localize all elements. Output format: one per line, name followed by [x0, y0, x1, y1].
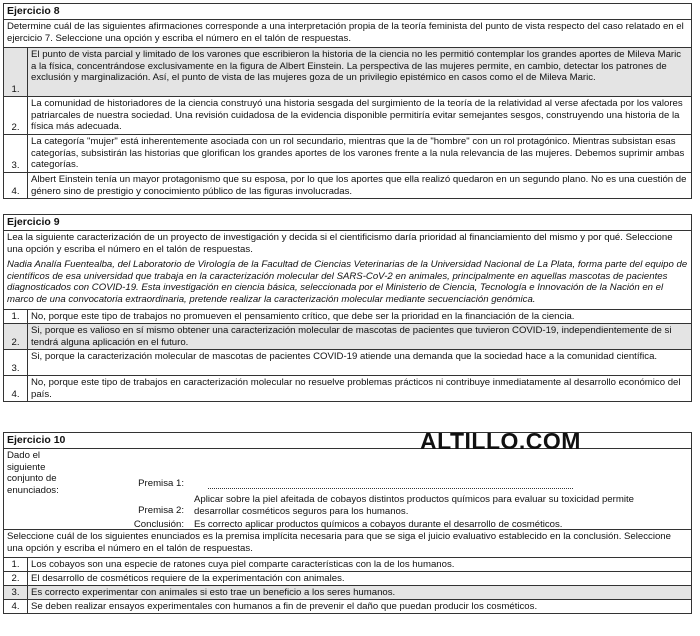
option-text: El desarrollo de cosméticos requiere de la experimentación con animales. — [31, 573, 345, 584]
option-number: 4. — [4, 376, 28, 401]
exercise-8-instructions: Determine cuál de las siguientes afirmaciones corresponde a una interpretación propia de la teoría feminista del punto de vista respecto del caso relatado en el ejercicio 7. Seleccione una opción y escriba el número en el talón de respuestas. — [4, 20, 691, 48]
conclusion-label: Conclusión: — [133, 519, 184, 530]
exercise-9-title: Ejercicio 9 — [4, 215, 691, 231]
exercise-8-title: Ejercicio 8 — [4, 4, 691, 20]
exercise-9-option-2[interactable] — [4, 324, 691, 350]
exercise-10 — [3, 432, 692, 614]
option-number: 2. — [4, 97, 28, 134]
exercise-9-option-4[interactable] — [4, 376, 691, 401]
option-number: 2. — [4, 572, 28, 585]
argument-premises — [80, 449, 691, 529]
exercise-9-instructions: Lea la siguiente caracterización de un proyecto de investigación y decida si el cientificismo daría prioridad al financiamiento del mismo y por qué. Seleccione una opción y escriba el número en el talón de respuestas. — [7, 232, 673, 255]
option-number: 3. — [4, 586, 28, 599]
option-text: La comunidad de historiadores de la ciencia construyó una historia sesgada del surgimiento de la teoría de la relatividad al verse afectada por los valores patriarcales de nuestra sociedad. Una revisión cuidadosa de la evidencia disponible permitiría evitar semejantes sesgos, construyendo una historia de la física más adecuada. — [31, 98, 683, 132]
option-number: 3. — [4, 135, 28, 172]
exercise-10-option-3[interactable] — [4, 586, 691, 600]
exercise-8-option-3[interactable] — [4, 135, 691, 173]
option-number: 1. — [4, 48, 28, 96]
option-text: No, porque este tipo de trabajos no promueven el pensamiento crítico, que debe ser la prioridad en la financiación de la ciencia. — [31, 311, 575, 322]
option-text: Es correcto experimentar con animales si esto trae un beneficio a los seres humanos. — [31, 587, 396, 598]
option-text: La categoría "mujer" está inherentemente asociada con un rol secundario, mientras que la de "hombre" con un rol protagónico. Mientras subsistan esas categorías, subsistirán las historias que glorifican los grandes aportes de los varones frente a la nula relevancia de las mujeres. Debemos suprimir ambas categorías. — [31, 136, 685, 170]
exercise-9 — [3, 214, 692, 402]
option-number: 4. — [4, 600, 28, 613]
option-text: El punto de vista parcial y limitado de los varones que escribieron la historia de la ciencia no les permitió contemplar los grandes aportes de Mileva Maric a la física, concentrándose exclusivamente en la figura de Albert Einstein. La perspectiva de las mujeres permite, en cambio, detectar los patrones de exclusión y marginalización. Así, el punto de vista de las mujeres goza de un privilegio epistémico en casos como el de Mileva Maric. — [31, 49, 682, 83]
option-text: No, porque este tipo de trabajos en caracterización molecular no resuelve problemas prácticos ni contribuye inmediatamente al desarrollo económico del país. — [31, 377, 681, 400]
exercise-10-option-2[interactable] — [4, 572, 691, 586]
exercise-10-instructions: Seleccione cuál de los siguientes enunciados es la premisa implícita necesaria para que se siga el juicio evaluativo establecido en la conclusión. Seleccione una opción y escriba el número en el talón de respuestas. — [4, 530, 691, 558]
watermark-text: ALTILLO.COM — [420, 428, 581, 454]
argument-intro: Dado el siguiente conjunto de enunciados: — [7, 450, 59, 496]
exercise-8-option-4[interactable] — [4, 173, 691, 198]
option-number: 2. — [4, 324, 28, 349]
exercise-8-option-1[interactable] — [4, 48, 691, 97]
option-number: 3. — [4, 350, 28, 375]
option-text: Se deben realizar ensayos experimentales con humanos a fin de prevenir el daño que puedan producir los cosméticos. — [31, 601, 538, 612]
premise-1-label: Premisa 1: — [138, 478, 184, 489]
exercise-9-case-description: Nadia Analía Fuentealba, del Laboratorio de Virología de la Facultad de Ciencias Veterinarias de la Universidad Nacional de La Plata, forma parte del equipo de científicos de esa universidad que trabaja en la caracterización molecular del SARS-CoV-2 en animales, principalmente en aquellas mascotas de pacientes diagnosticados con COVID-19. Esta investigación en ciencia básica, seleccionada por el Ministerio de Ciencia, Tecnología e Innovación de la Nación en el marco de una convocatoria extraordinaria, pretende realizar la caracterización molecular mediante secuenciación genómica. — [4, 258, 691, 310]
exercise-8 — [3, 3, 692, 199]
exercise-10-option-1[interactable] — [4, 558, 691, 572]
exercise-9-option-1[interactable] — [4, 310, 691, 324]
exercise-8-option-2[interactable] — [4, 97, 691, 135]
premise-2-text: Aplicar sobre la piel afeitada de cobayos distintos productos químicos para evaluar su toxicidad permite desarrollar cosméticos seguros para los humanos. — [194, 494, 634, 517]
option-number: 4. — [4, 173, 28, 198]
exercise-10-option-4[interactable] — [4, 600, 691, 613]
conclusion-text: Es correcto aplicar productos químicos a cobayos durante el desarrollo de cosméticos. — [194, 519, 563, 530]
argument-block — [4, 449, 691, 530]
option-text: Los cobayos son una especie de ratones cuya piel comparte características con la de los humanos. — [31, 559, 455, 570]
option-number: 1. — [4, 310, 28, 323]
exercise-9-option-3[interactable] — [4, 350, 691, 376]
option-text: Si, porque es valioso en sí mismo obtener una caracterización molecular de mascotas de pacientes que tuvieron COVID-19, independientemente de si tendrá alguna aplicación en el futuro. — [31, 325, 672, 348]
option-text: Albert Einstein tenía un mayor protagonismo que su esposa, por lo que los aportes que ella realizó quedaron en un segundo plano. No es una cuestión de género sino de prestigio y conocimiento público de las figuras involucradas. — [31, 174, 687, 197]
option-text: Si, porque la caracterización molecular de mascotas de pacientes COVID-19 atiende una demanda que la sociedad hace a la comunidad científica. — [31, 351, 658, 362]
premise-2-label: Premisa 2: — [138, 505, 184, 516]
premise-1-blank-line — [208, 487, 573, 489]
option-number: 1. — [4, 558, 28, 571]
exercise-10-title: Ejercicio 10 — [4, 433, 691, 449]
